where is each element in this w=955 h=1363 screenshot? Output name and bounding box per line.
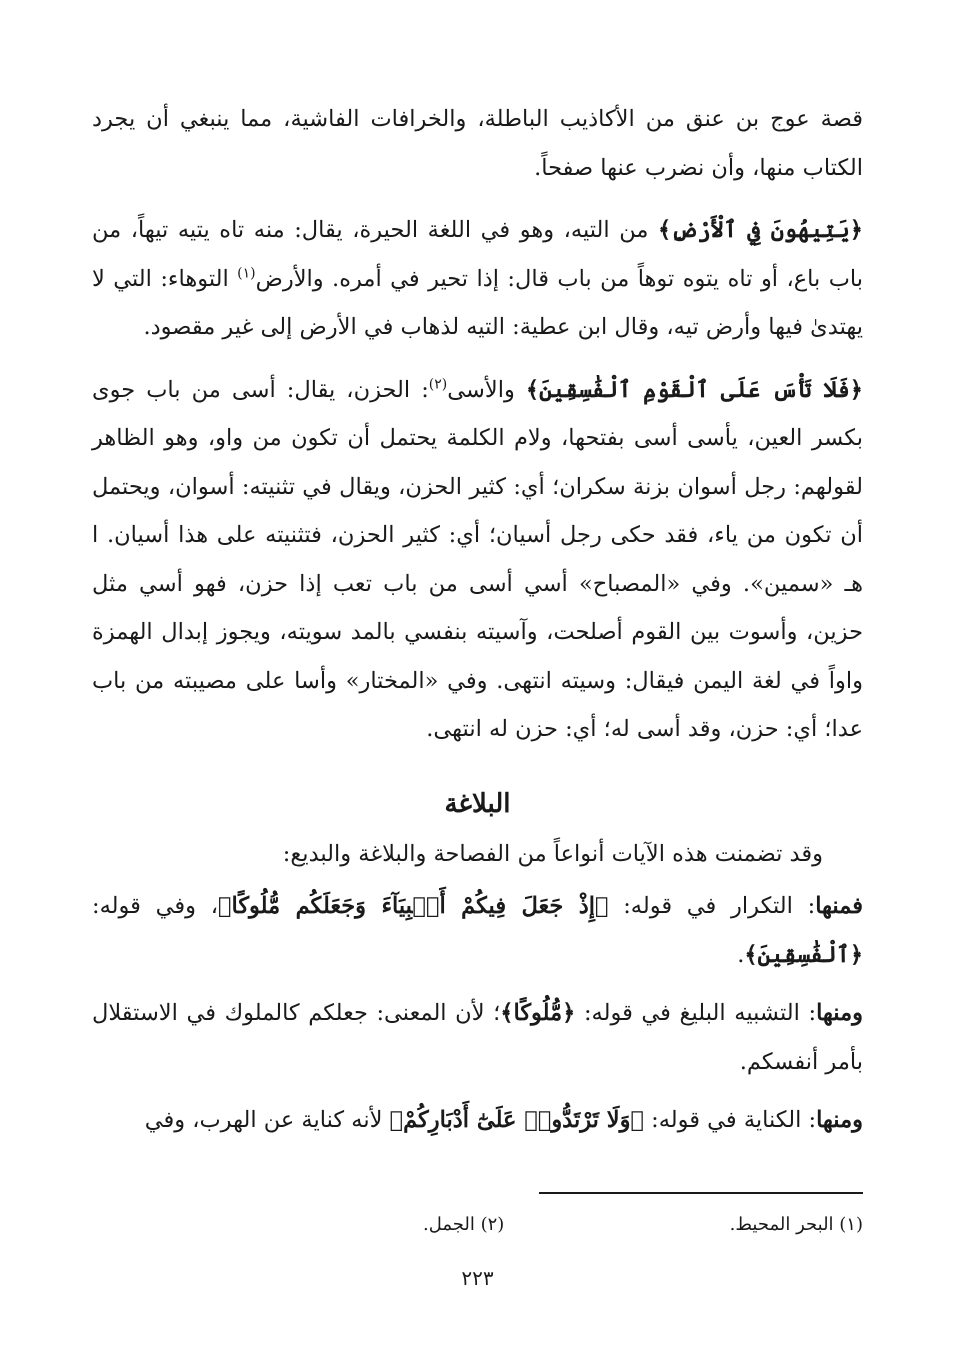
item-lead: فمنها [815, 893, 863, 919]
quran-verse: ﴿وَلَا تَرْتَدُّوا۟ عَلَىٰٓ أَدْبَارِكُمْ﴾ [389, 1107, 644, 1133]
footnote-marker[interactable]: (١) [237, 265, 256, 281]
item-text: . [737, 941, 745, 968]
footnote-divider [539, 1192, 863, 1194]
footnote-2: (٢) الجمل. [423, 1214, 505, 1235]
item-lead: ومنها [816, 1107, 863, 1133]
quran-verse: ﴿ٱلْفَٰسِقِينَ﴾ [744, 941, 863, 968]
paragraph-text: : الحزن، يقال: أسى من باب جوى بكسر العين، يأسى أسى بفتحها، ولام الكلمة يحتمل أن تكون من واو، وهو الظاهر لقولهم: رجل أسوان بزنة سكران؛ أي: كثير الحزن، ويقال في تثنيته: أسوان، ويحتمل أن تكون من ياء، فقد حكى رجل أسيان؛ أي: كثير الحزن، فتثنيته على هذا أسيان. ا هـ «سمين». وفي «المصباح» أسي أسى من باب تعب إذا حزن، فهو أسي مثل حزين، وأسوت بين القوم أصلحت، وآسيته بنفسي بالمد سويته، ويجوز إبدال الهمزة واواً في لغة اليمن فيقال: وسيته انتهى. وفي «المختار» وأسا على مصيبته من باب عدا؛ أي: حزن، وقد أسى له؛ أي: حزن له انتهى. [92, 376, 863, 742]
quran-verse: ﴿يَتِيهُونَ فِي ٱلْأَرْضِ﴾ [657, 217, 863, 243]
item-text: ، وفي قوله: [92, 893, 218, 919]
footnotes [423, 1210, 863, 1240]
item-lead: ومنها [816, 1000, 863, 1026]
section-heading: البلاغة [444, 788, 511, 819]
paragraph-text: التوهاء: التي لا يهتدىٰ فيها وأرض تيه، وقال ابن عطية: التيه لذهاب في الأرض إلى غير مقصود. [92, 265, 863, 340]
paragraph-text: والأسى [447, 376, 526, 403]
paragraph-text: قصة عوج بن عنق من الأكاذيب الباطلة، والخرافات الفاشية، مما ينبغي أن يجرد الكتاب منها، وأن نضرب عنها صفحاً. [92, 106, 863, 181]
item-text: : التكرار في قوله: [608, 893, 816, 919]
paragraph-ouj-story [92, 95, 863, 192]
footnote-1: (١) البحر المحيط. [729, 1214, 863, 1235]
rhetoric-item-repetition [92, 882, 863, 979]
quran-verse: ﴿إِذْ جَعَلَ فِيكُمْ أَنۢبِيَآءَ وَجَعَلَكُم مُّلُوكًا﴾ [217, 893, 609, 919]
footnote-marker[interactable]: (٢) [428, 376, 448, 392]
item-text: لأنه كناية عن الهرب، وفي [144, 1107, 390, 1133]
item-text: : الكناية في قوله: [643, 1107, 817, 1133]
rhetoric-item-simile [92, 989, 863, 1086]
quran-verse: ﴿مُّلُوكًا﴾ [500, 1000, 576, 1026]
quran-verse: ﴿فَلَا تَأْسَ عَلَى ٱلْقَوْمِ ٱلْفَٰسِقِينَ﴾ [525, 376, 863, 403]
paragraph-la-ta-sa [92, 366, 863, 754]
paragraph-yatihuna [92, 206, 863, 352]
rhetoric-item-metonymy [92, 1096, 863, 1145]
item-text: ؛ لأن المعنى: جعلكم كالملوك في الاستقلال بأمر أنفسكم. [92, 1000, 863, 1075]
page-number: ٢٢٣ [461, 1266, 494, 1290]
item-text: : التشبيه البليغ في قوله: [575, 1000, 817, 1026]
section-intro: وقد تضمنت هذه الآيات أنواعاً من الفصاحة والبلاغة والبديع: [282, 840, 823, 867]
paragraph-text: من التيه، وهو في اللغة الحيرة، يقال: منه تاه يتيه تيهاً، من باب باع، أو تاه يتوه توهاً من باب قال: إذا تحير في أمره. والأرض [92, 217, 864, 292]
